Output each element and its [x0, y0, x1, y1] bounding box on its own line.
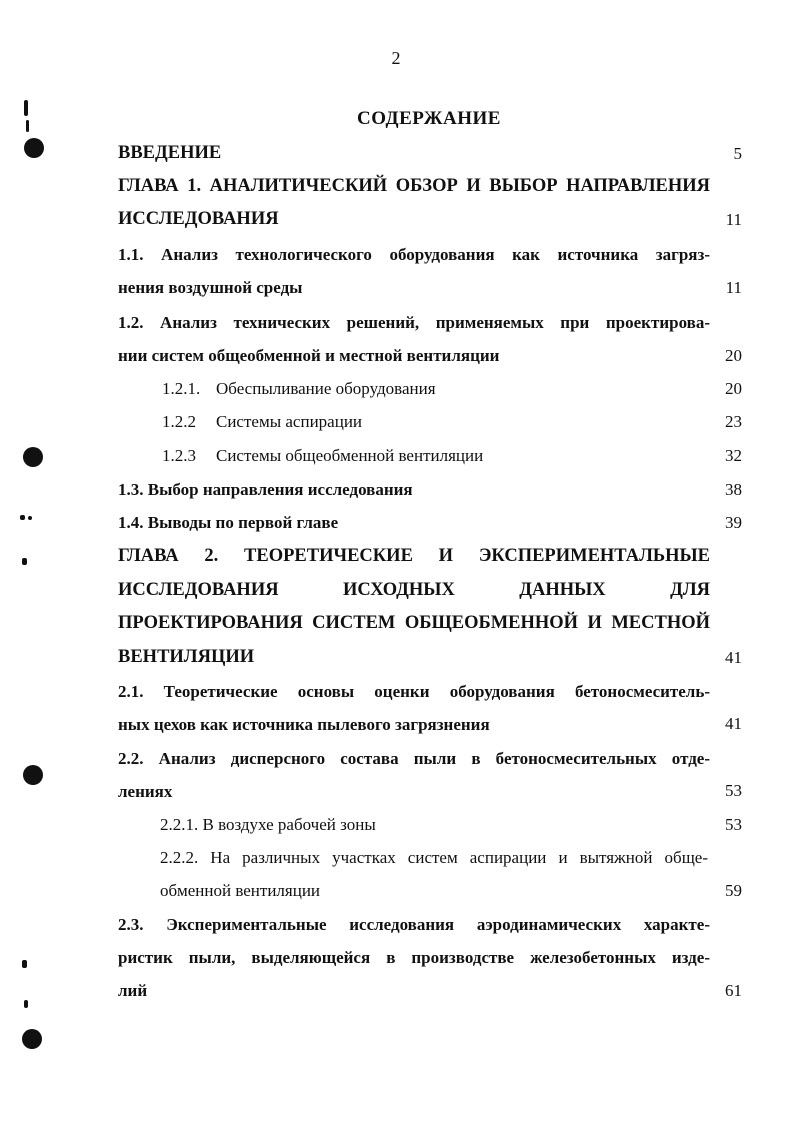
toc-entry-line: 2.3. Экспериментальные исследования аэродинамических характе- [118, 915, 710, 934]
toc-title: СОДЕРЖАНИЕ [357, 108, 501, 129]
toc-entry-2-3 [118, 908, 710, 1007]
toc-entry-1-2-1 [162, 372, 436, 405]
toc-entry-text: 2.2.1. В воздухе рабочей зоны [160, 815, 376, 834]
toc-page-number: 5 [733, 144, 742, 163]
page-number: 2 [391, 48, 401, 68]
toc-entry-1-2-3 [162, 439, 483, 472]
toc-page-number: 41 [725, 714, 742, 733]
scan-speck [20, 515, 25, 520]
toc-entry-number: 1.2.1. [162, 379, 201, 398]
toc-entry-line: ИССЛЕДОВАНИЯ ИСХОДНЫХ ДАННЫХ ДЛЯ [118, 579, 710, 600]
toc-entry-text: 1.4. Выводы по первой главе [118, 513, 339, 532]
binder-hole [23, 447, 43, 467]
toc-entry-1-1 [118, 238, 710, 304]
scan-speck [24, 100, 28, 116]
toc-entry-line: лениях [118, 782, 173, 801]
toc-page-number: 11 [725, 210, 742, 229]
toc-entry-line: лий [118, 981, 148, 1000]
toc-page-number: 11 [725, 278, 742, 297]
toc-page-number: 59 [725, 881, 742, 900]
toc-entry-text: 1.3. Выбор направления исследования [118, 480, 413, 499]
toc-entry-1-2 [118, 306, 710, 372]
toc-entry-chapter-2 [118, 540, 710, 674]
toc-entry-text: Обеспыливание оборудования [216, 379, 436, 398]
scan-speck [24, 1000, 28, 1008]
toc-page-number: 32 [725, 446, 742, 465]
toc-entry-number: 1.2.2 [162, 412, 196, 431]
toc-entry-1-2-2 [162, 405, 362, 438]
toc-entry-line: ВЕНТИЛЯЦИИ [118, 646, 255, 667]
toc-entry-line: ГЛАВА 2. ТЕОРЕТИЧЕСКИЕ И ЭКСПЕРИМЕНТАЛЬНЫЕ [118, 546, 710, 566]
toc-entry-line: 2.2. Анализ дисперсного состава пыли в бетоносмесительных отде- [118, 749, 710, 768]
toc-page-number: 38 [725, 480, 742, 499]
toc-entry-line: ристик пыли, выделяющейся в производстве железобетонных изде- [118, 948, 710, 967]
toc-entry-line: 2.2.2. На различных участках систем аспирации и вытяжной обще- [160, 848, 708, 867]
toc-page-number: 20 [725, 346, 742, 365]
toc-entry-line: обменной вентиляции [160, 881, 321, 900]
toc-entry-text: Системы общеобменной вентиляции [216, 446, 484, 465]
toc-entry-line: ГЛАВА 1. АНАЛИТИЧЕСКИЙ ОБЗОР И ВЫБОР НАПРАВЛЕНИЯ [118, 176, 710, 196]
toc-entry-line: нии систем общеобменной и местной вентиляции [118, 346, 500, 365]
toc-entry-line: 1.1. Анализ технологического оборудования как источника загряз- [118, 245, 710, 264]
toc-entry-2-2-2 [160, 841, 708, 907]
toc-page-number: 53 [725, 815, 742, 834]
toc-page-number: 53 [725, 781, 742, 800]
binder-hole [24, 138, 44, 158]
scan-speck [28, 516, 32, 520]
toc-entry-intro [118, 137, 710, 170]
binder-hole [22, 1029, 42, 1049]
toc-entry-line: 1.2. Анализ технических решений, применяемых при проектирова- [118, 313, 710, 332]
toc-entry-text: ВВЕДЕНИЕ [118, 143, 222, 163]
toc-entry-1-3 [118, 473, 710, 506]
toc-entry-line: ных цехов как источника пылевого загрязнения [118, 715, 490, 734]
toc-page-number: 61 [725, 981, 742, 1000]
scan-speck [22, 558, 27, 565]
toc-entry-line: нения воздушной среды [118, 278, 303, 297]
scan-speck [22, 960, 27, 968]
toc-page-number: 23 [725, 412, 742, 431]
toc-entry-line: ИССЛЕДОВАНИЯ [118, 209, 279, 229]
toc-entry-2-1 [118, 675, 710, 741]
toc-entry-number: 1.2.3 [162, 446, 196, 465]
toc-entry-2-2-1 [160, 808, 376, 841]
toc-page-number: 39 [725, 513, 742, 532]
toc-entry-text: Системы аспирации [216, 412, 363, 431]
scan-speck [26, 120, 29, 132]
binder-hole [23, 765, 43, 785]
toc-entry-line: 2.1. Теоретические основы оценки оборудования бетоносмеситель- [118, 682, 710, 701]
toc-entry-chapter-1 [118, 170, 710, 236]
toc-page-number: 20 [725, 379, 742, 398]
toc-page-number: 41 [725, 648, 742, 667]
toc-entry-1-4 [118, 506, 710, 539]
toc-entry-2-2 [118, 742, 710, 808]
toc-entry-line: ПРОЕКТИРОВАНИЯ СИСТЕМ ОБЩЕОБМЕННОЙ И МЕСТНОЙ [118, 613, 710, 633]
